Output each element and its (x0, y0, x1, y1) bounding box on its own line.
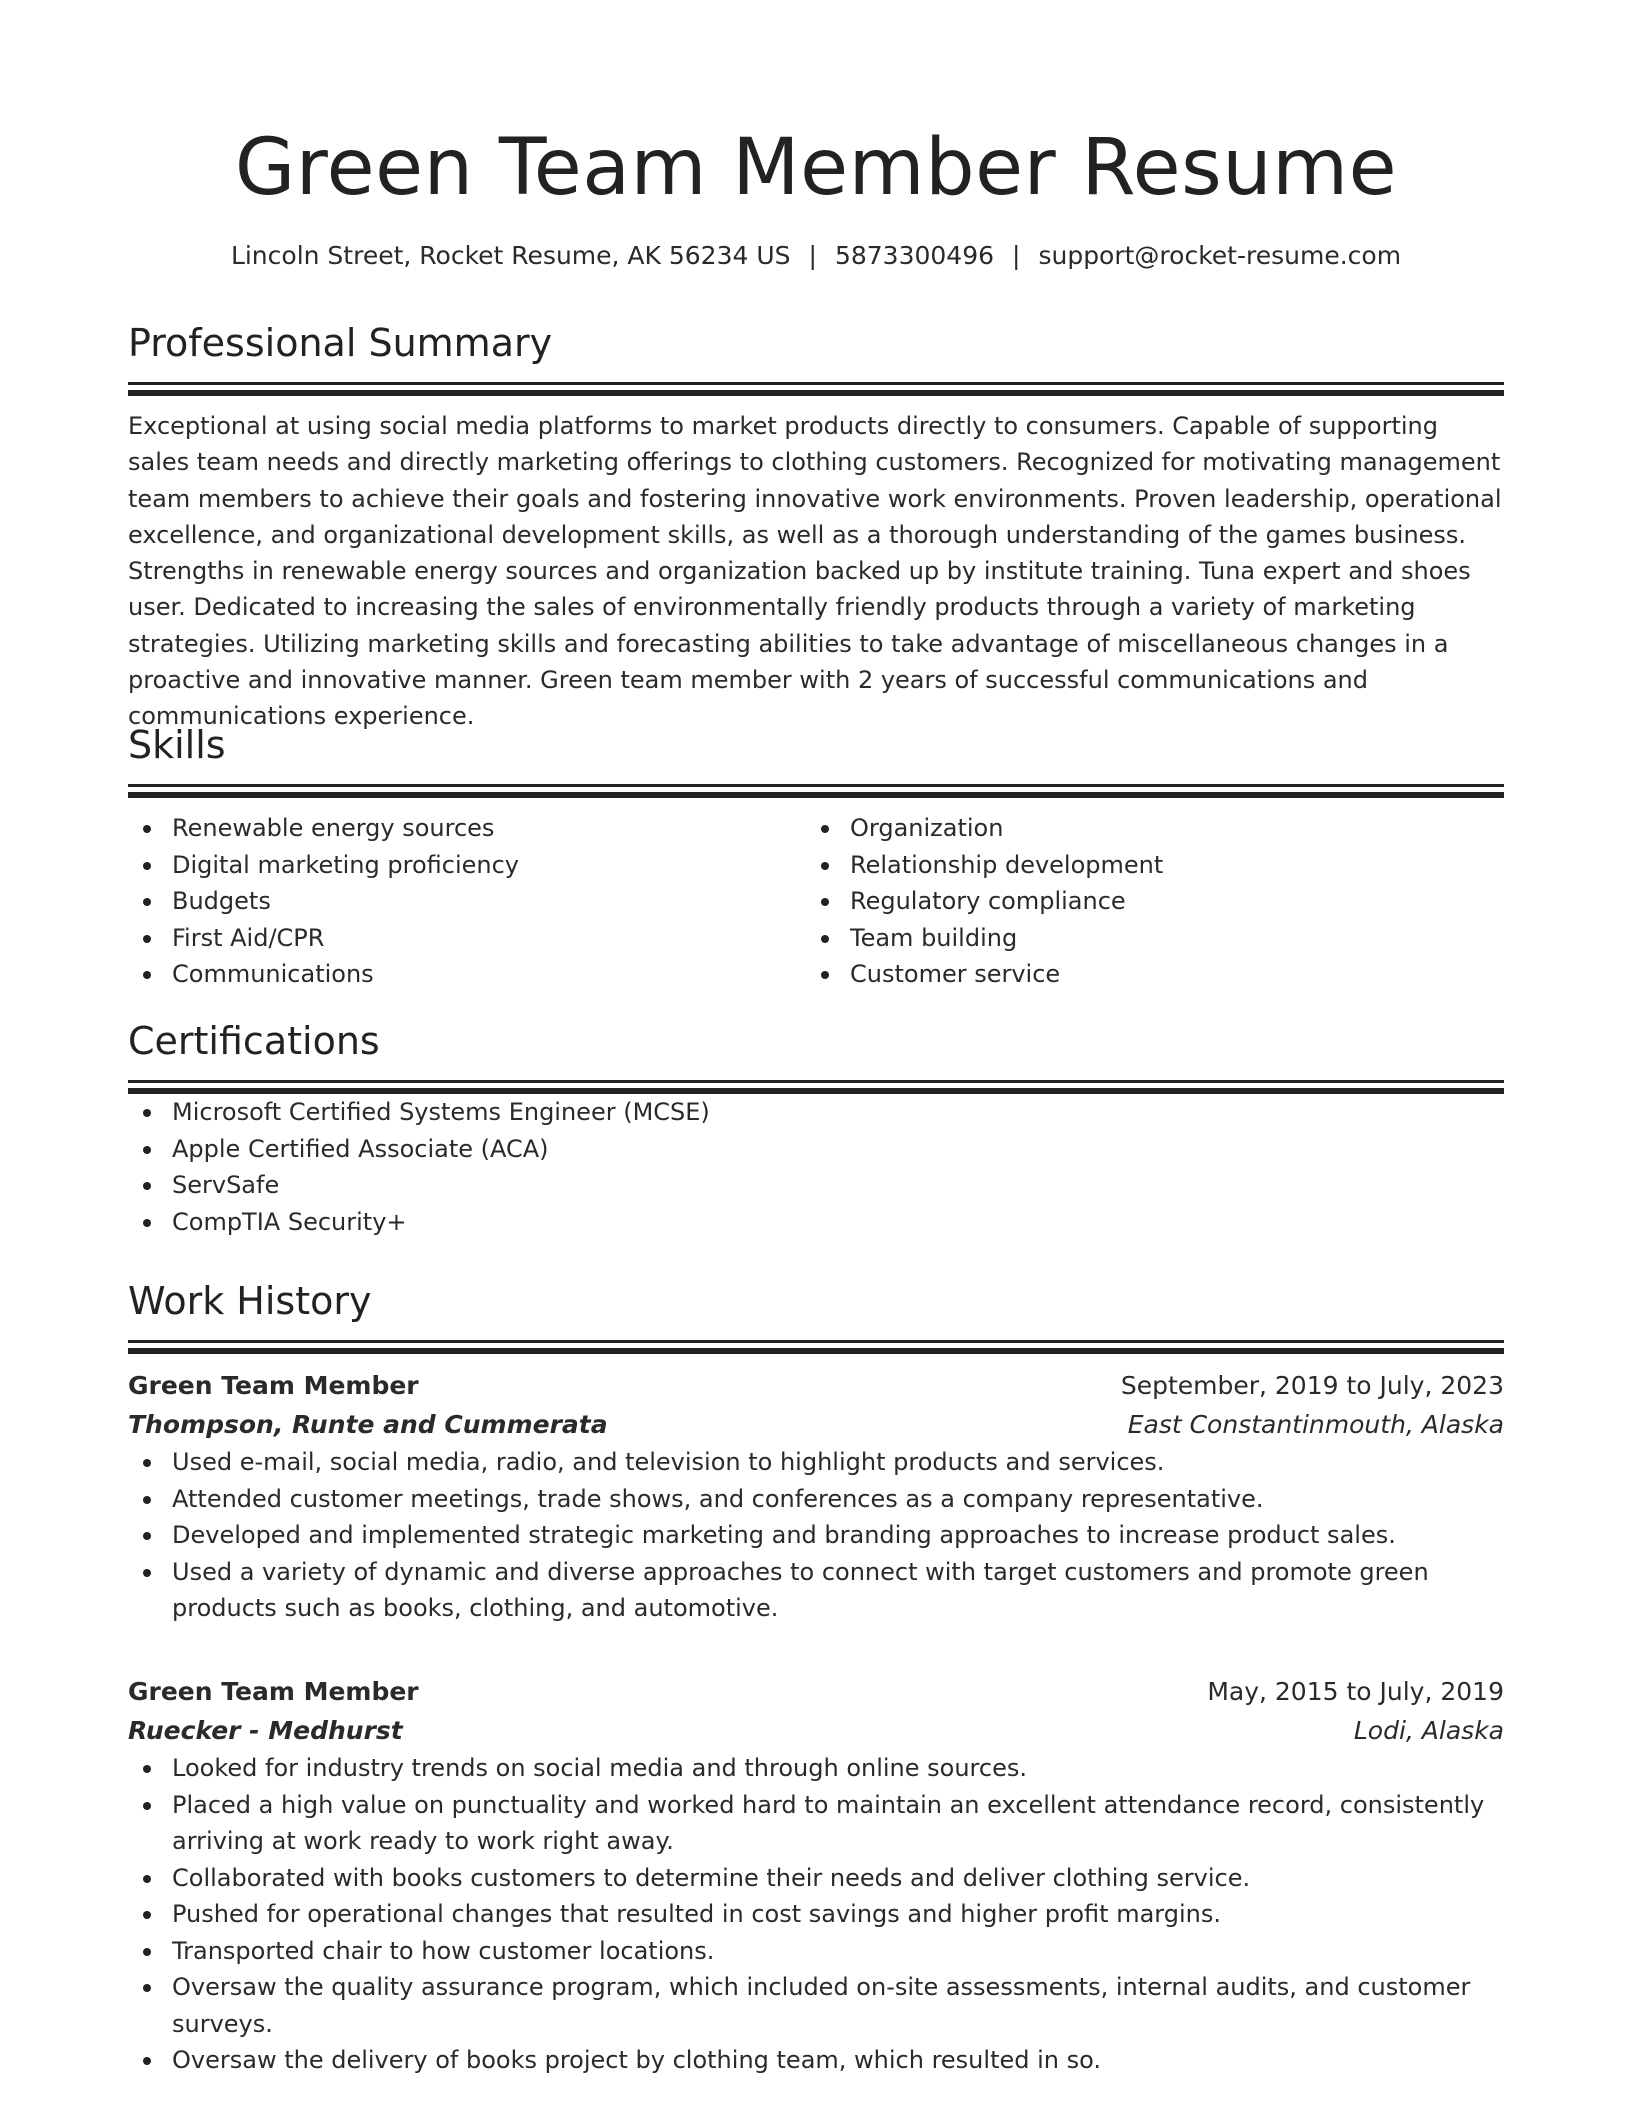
section-rule-thick (128, 390, 1504, 396)
summary-section (128, 318, 1504, 735)
skill-item: Digital marketing proficiency (128, 847, 806, 884)
contact-separator: | (1012, 241, 1021, 270)
section-rule (128, 382, 1504, 385)
job-bullet: Developed and implemented strategic marketing and branding approaches to increase product sales. (128, 1517, 1504, 1554)
section-rule (128, 784, 1504, 787)
summary-heading: Professional Summary (128, 321, 553, 365)
skill-item: Customer service (806, 956, 1484, 993)
certification-item: Apple Certified Associate (ACA) (128, 1131, 1504, 1168)
skill-item: Communications (128, 956, 806, 993)
job-subheader (128, 1711, 1504, 1750)
job-header (128, 1366, 1504, 1405)
contact-line (128, 238, 1504, 274)
job-title: Green Team Member (128, 1371, 419, 1400)
job-bullets (128, 1750, 1504, 2079)
summary-text: Exceptional at using social media platforms to market products directly to consumers. Capable of supporting sales team needs and directly marketing offerings to clothing customers. Recognized for motivating management team members to achieve their goals and fostering innovative work environments. Proven leadership, operational excellence, and organizational development skills, as well as a thorough understanding of the games business. Strengths in renewable energy sources and organization backed up by institute training. Tuna expert and shoes user. Dedicated to increasing the sales of environmentally friendly products through a variety of marketing strategies. Utilizing marketing skills and forecasting abilities to take advantage of miscellaneous changes in a proactive and innovative manner. Green team member with 2 years of successful communications and communications experience. (128, 412, 1502, 731)
job-company: Ruecker - Medhurst (128, 1716, 403, 1745)
certification-item: ServSafe (128, 1167, 1504, 1204)
job-entry (128, 1366, 1504, 1627)
section-rule (128, 1080, 1504, 1083)
skills-list-left (128, 810, 806, 993)
contact-email: support@rocket-resume.com (1038, 241, 1402, 270)
work-history-section (128, 1276, 1504, 1354)
skill-item: First Aid/CPR (128, 920, 806, 957)
work-history-heading: Work History (128, 1279, 372, 1323)
contact-phone: 5873300496 (834, 241, 995, 270)
section-rule (128, 1340, 1504, 1343)
certification-item: Microsoft Certified Systems Engineer (MCSE) (128, 1094, 1504, 1131)
section-rule-thick (128, 1348, 1504, 1354)
job-title: Green Team Member (128, 1677, 419, 1706)
job-company: Thompson, Runte and Cummerata (128, 1410, 608, 1439)
skill-item: Team building (806, 920, 1484, 957)
job-bullet: Oversaw the delivery of books project by clothing team, which resulted in so. (128, 2042, 1504, 2079)
job-bullet: Collaborated with books customers to determine their needs and deliver clothing service. (128, 1860, 1504, 1897)
job-bullet: Transported chair to how customer locations. (128, 1933, 1504, 1970)
job-subheader (128, 1405, 1504, 1444)
job-bullet: Used e-mail, social media, radio, and television to highlight products and services. (128, 1444, 1504, 1481)
section-rule-thick (128, 792, 1504, 798)
certifications-section (128, 1016, 1504, 1240)
job-location: Lodi, Alaska (1353, 1716, 1504, 1745)
skill-item: Budgets (128, 883, 806, 920)
job-bullet: Used a variety of dynamic and diverse approaches to connect with target customers and promote green products such as books, clothing, and automotive. (128, 1554, 1504, 1627)
skills-list-right (806, 810, 1484, 993)
skills-section (128, 720, 1504, 993)
skill-item: Regulatory compliance (806, 883, 1484, 920)
job-bullet: Looked for industry trends on social media and through online sources. (128, 1750, 1504, 1787)
resume-title: Green Team Member Resume (234, 123, 1398, 213)
job-bullet: Attended customer meetings, trade shows, and conferences as a company representative. (128, 1481, 1504, 1518)
skills-columns (128, 810, 1504, 993)
skill-item: Organization (806, 810, 1484, 847)
job-location: East Constantinmouth, Alaska (1127, 1410, 1504, 1439)
skill-item: Relationship development (806, 847, 1484, 884)
certification-item: CompTIA Security+ (128, 1204, 1504, 1241)
job-entry (128, 1672, 1504, 2079)
contact-address: Lincoln Street, Rocket Resume, AK 56234 US (230, 241, 791, 270)
certifications-list (128, 1094, 1504, 1240)
job-bullets (128, 1444, 1504, 1627)
job-dates: May, 2015 to July, 2019 (1207, 1677, 1504, 1706)
job-bullet: Oversaw the quality assurance program, which included on-site assessments, internal audits, and customer surveys. (128, 1969, 1504, 2042)
job-bullet: Pushed for operational changes that resulted in cost savings and higher profit margins. (128, 1896, 1504, 1933)
skill-item: Renewable energy sources (128, 810, 806, 847)
certifications-heading: Certifications (128, 1019, 380, 1063)
job-bullet: Placed a high value on punctuality and worked hard to maintain an excellent attendance record, consistently arriving at work ready to work right away. (128, 1787, 1504, 1860)
job-dates: September, 2019 to July, 2023 (1120, 1371, 1504, 1400)
job-header (128, 1672, 1504, 1711)
skills-heading: Skills (128, 723, 226, 767)
contact-separator: | (808, 241, 817, 270)
